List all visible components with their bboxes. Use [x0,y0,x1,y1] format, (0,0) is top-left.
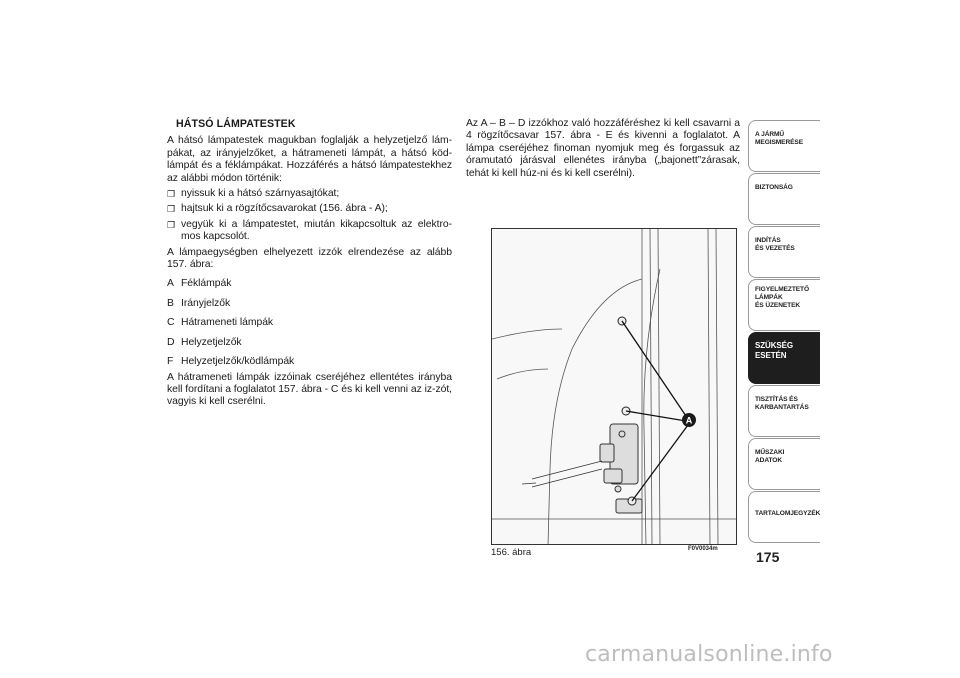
figure-156 [491,228,737,545]
label-text: Helyzetjelzők/ködlámpák [181,356,295,368]
tab-maintenance[interactable] [748,385,820,437]
label-item [167,317,452,329]
label-item [167,278,452,290]
right-paragraph: Az A – B – D izzókhoz való hozzáféréshez ki kell csavarni a 4 rögzítőcsavar 157. ábra - E és kivenni a foglalatot. A lámpa cseréjéhez finoman nyomjuk meg és forgassuk az óramutató járásval ellenétes irányba („bajonett”zárasak, tehát ki kell húz-ni és ki kell cserélni). [466,118,740,179]
bullet-item [167,188,452,200]
bullet-text: nyissuk ki a hátsó szárnyasajtókat; [181,188,340,200]
chapter-tabs [748,120,820,544]
bullet-item [167,219,452,244]
bullet-item [167,203,452,215]
tab-label: A JÁRMŰ MEGISMERÉSE [755,131,803,146]
label-item [167,298,452,310]
page-number: 175 [756,549,780,565]
tab-label: SZÜKSÉG ESETÉN [755,341,793,360]
label-key: C [167,317,175,329]
label-key: A [167,278,174,290]
tab-technical-data[interactable] [748,438,820,490]
tab-index[interactable] [748,491,820,543]
figure-code: F0V0034m [688,546,718,552]
label-item [167,356,452,368]
checkbox-bullet-icon: ❒ [167,204,176,215]
left-column [167,118,452,412]
label-text: Helyzetjelzők [181,336,242,348]
label-key: B [167,297,174,309]
tab-safety[interactable] [748,173,820,225]
tab-start-drive[interactable] [748,226,820,278]
tab-label: BIZTONSÁG [755,184,793,191]
outro-paragraph: A hátrameneti lámpák izzóinak cseréjéhez ellentétes irányba kell fordítani a foglalatot 157. ábra - C és ki kell venni az iz-zót, vagyis ki kell cserélni. [167,371,452,408]
tab-vehicle-intro[interactable] [748,120,820,172]
right-column [466,118,740,180]
label-text: Hátrameneti lámpák [181,317,274,329]
layout-paragraph: A lámpaegységben elhelyezett izzók elrendezése az alább 157. ábra: [167,246,452,271]
tab-label: INDÍTÁS ÉS VEZETÉS [755,237,795,252]
tab-warning-lights[interactable] [748,279,820,331]
tab-label: MŰSZAKI ADATOK [755,449,785,464]
checkbox-bullet-icon: ❒ [167,189,176,200]
label-text: Féklámpák [181,278,232,290]
tab-label: TISZTÍTÁS ÉS KARBANTARTÁS [755,396,809,411]
tab-emergency[interactable] [748,332,820,384]
bullet-text: vegyük ki a lámpatestet, miután kikapcsoltuk az elektro-mos kapcsolót. [181,218,452,243]
label-text: Irányjelzők [181,297,231,309]
section-heading: HÁTSÓ LÁMPATESTEK [176,118,296,130]
tab-label: TARTALOMJEGYZÉK [755,510,821,517]
watermark: carmanualsonline.info [585,642,833,667]
figure-caption: 156. ábra [491,547,532,558]
label-key: D [167,336,175,348]
bullet-text: hajtsuk ki a rögzítőcsavarokat (156. ábra - A); [181,203,388,215]
checkbox-bullet-icon: ❒ [167,219,176,230]
label-key: F [167,356,174,368]
intro-paragraph: A hátsó lámpatestek magukban foglalják a helyzetjelző lám-pákat, az irányjelzőket, a hátrameneti lámpát, a hátsó köd-lámpát és a féklámpákat. Hozzáférés a hátsó lámpatestekhez az alábbi módon történik: [167,135,452,184]
tab-label: FIGYELMEZTETŐ LÁMPÁK ÉS ÜZENETEK [755,286,810,309]
label-item [167,337,452,349]
tail-light-illustration [492,229,737,545]
callout-a-label: A [685,415,693,426]
